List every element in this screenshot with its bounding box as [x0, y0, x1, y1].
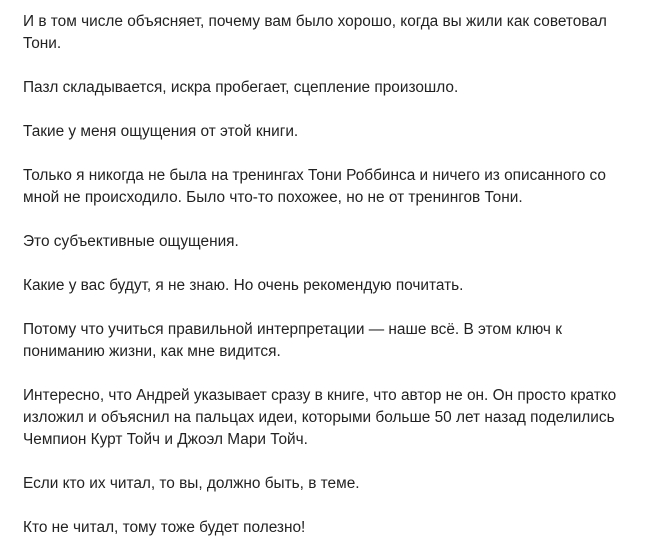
article-body	[23, 11, 623, 539]
paragraph-7: Потому что учиться правильной интерпретации — наше всё. В этом ключ к пониманию жизни, как мне видится.	[23, 321, 562, 360]
paragraph-6: Какие у вас будут, я не знаю. Но очень рекомендую почитать.	[23, 277, 464, 294]
paragraph-4: Только я никогда не была на тренингах Тони Роббинса и ничего из описанного со мной не происходило. Было что-то похожее, но не от тренингов Тони.	[23, 167, 606, 206]
paragraph-9: Если кто их читал, то вы, должно быть, в теме.	[23, 475, 360, 492]
paragraph-3: Такие у меня ощущения от этой книги.	[23, 123, 299, 140]
paragraph-10: Кто не читал, тому тоже будет полезно!	[23, 519, 306, 536]
paragraph-5: Это субъективные ощущения.	[23, 233, 239, 250]
paragraph-2: Пазл складывается, искра пробегает, сцепление произошло.	[23, 79, 459, 96]
paragraph-1: И в том числе объясняет, почему вам было хорошо, когда вы жили как советовал Тони.	[23, 13, 607, 52]
paragraph-8: Интересно, что Андрей указывает сразу в книге, что автор не он. Он просто кратко изложил и объяснил на пальцах идеи, которыми больше 50 лет назад поделились Чемпион Курт Тойч и Джоэл Мари Тойч.	[23, 387, 617, 448]
